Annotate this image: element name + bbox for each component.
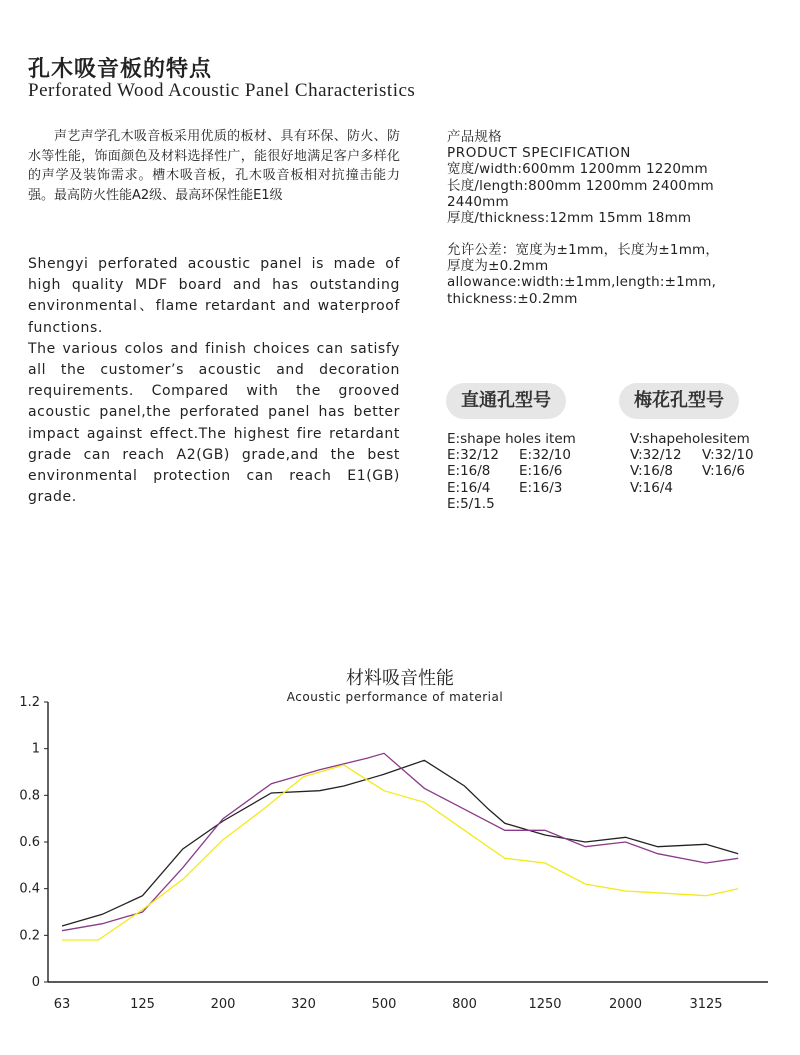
acoustic-chart [0,690,800,1030]
plum-hole-header: V:shapeholesitem [630,431,750,447]
y-tick-label: 0 [31,975,40,990]
chart-subtitle: Acoustic performance of material [286,690,504,704]
shape-code: V:32/12 [630,447,682,464]
description-cn: 声艺声学孔木吸音板采用优质的板材、具有环保、防火、防水等性能，饰面颜色及材料选择性广，能很好地满足客户多样化的声学及装饰需求。槽木吸音板，孔木吸音板相对抗撞击能力强。最高防火性能A2级、最高环保性能E1级 [28,129,400,203]
series-line-purple [62,753,738,930]
shape-code: E:16/6 [519,463,563,480]
description-en [28,254,400,508]
x-tick-label: 2000 [608,997,643,1012]
x-tick-label: 3125 [689,997,723,1012]
plum-hole-list [630,431,754,496]
shape-code: E:5/1.5 [447,495,495,512]
series-line-black [62,760,738,926]
tolerance-block [447,242,777,307]
y-tick-label: 0.6 [19,835,40,850]
x-tick-label: 63 [53,997,71,1012]
x-tick-label: 800 [452,997,477,1012]
list-item [630,480,754,496]
shape-code: E:32/12 [447,447,499,464]
description-en-paragraph-1: Shengyi perforated acoustic panel is made of high quality MDF board and has outstanding environmental、flame retardant and waterproof functions. [28,256,400,336]
tolerance-en-1: allowance:width:±1mm,length:±1mm, [447,274,717,291]
shape-code: V:16/6 [702,463,745,480]
page-subtitle: Perforated Wood Acoustic Panel Characteristics [28,80,416,101]
y-tick-label: 0.8 [19,788,40,804]
spec-length-extra: 2440mm [447,193,509,210]
tolerance-cn-1: 允许公差：宽度为±1mm，长度为±1mm， [447,242,720,258]
x-tick-label: 500 [371,997,397,1012]
x-tick-label: 125 [130,997,155,1012]
spec-heading-cn: 产品规格 [447,129,502,145]
series-line-yellow [62,765,738,940]
straight-hole-list [447,431,576,512]
tolerance-cn-2: 厚度为±0.2mm [447,258,549,275]
tolerance-en-2: thickness:±0.2mm [447,290,578,307]
straight-hole-header: E:shape holes item [447,431,576,447]
list-item [447,480,576,496]
plum-hole-label: 梅花孔型号 [619,383,739,419]
list-item [630,447,754,463]
description-en-paragraph-2: The various colos and finish choices can satisfy all the customer’s acoustic and decoration requirements. Compared with the grooved acoustic panel,the perforated panel has better impact against effect.The highest fire retardant grade can reach A2(GB) grade,and the best environmental protection can reach E1(GB) grade. [28,340,400,506]
y-tick-label: 0.2 [19,928,40,944]
list-item [630,463,754,479]
straight-hole-label: 直通孔型号 [446,383,566,419]
shape-code: E:16/4 [447,479,491,496]
shape-code: V:16/8 [630,463,673,480]
page-title: 孔木吸音板的特点 [28,57,213,82]
y-tick-label: 0.4 [19,881,40,897]
chart-title: 材料吸音性能 [346,668,454,689]
spec-length: 长度/length:800mm 1200mm 2400mm [447,177,714,194]
x-tick-label: 1250 [528,997,562,1012]
spec-heading-en: PRODUCT SPECIFICATION [447,145,631,162]
spec-thickness: 厚度/thickness:12mm 15mm 18mm [447,210,692,227]
list-item [447,496,576,512]
y-tick-label: 1 [31,741,40,757]
spec-width: 宽度/width:600mm 1200mm 1220mm [447,161,708,178]
x-tick-label: 320 [291,997,316,1012]
spec-block [447,129,777,226]
list-item [447,463,576,479]
x-tick-label: 200 [210,997,236,1012]
shape-code: E:32/10 [519,447,571,464]
shape-code: E:16/8 [447,463,491,480]
y-tick-label: 1.2 [19,695,40,710]
shape-code: E:16/3 [519,479,563,496]
shape-code: V:16/4 [630,479,673,496]
list-item [447,447,576,463]
shape-code: V:32/10 [702,447,754,464]
